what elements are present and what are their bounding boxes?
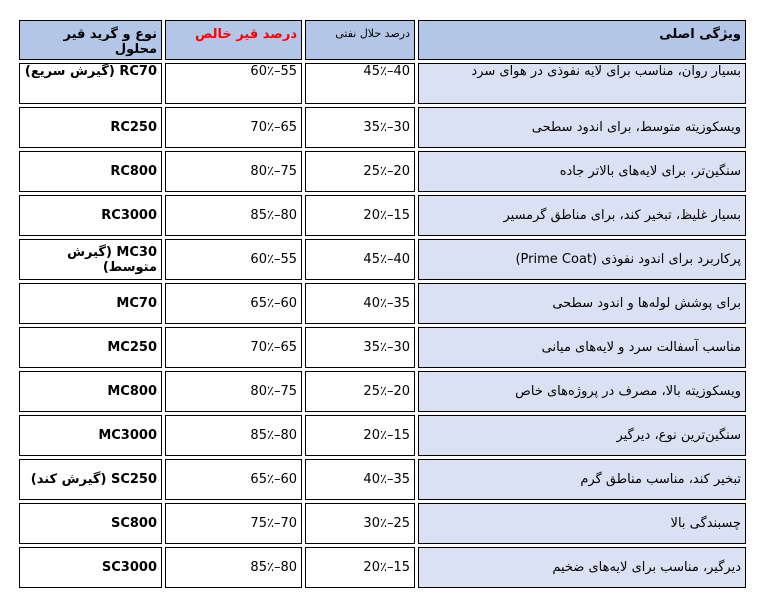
table-row [19, 459, 746, 500]
header-type: نوع و گرید قیر محلول [19, 20, 162, 60]
cell-type: MC30 (گیرش متوسط) [19, 239, 162, 280]
cell-type: MC250 [19, 327, 162, 368]
cell-type: SC250 (گیرش کند) [19, 459, 162, 500]
cell-bitumen: 75–80٪ [165, 371, 302, 412]
header-bitumen: درصد قیر خالص [165, 20, 302, 60]
table-row [19, 327, 746, 368]
cell-feature: چسبندگی بالا [418, 503, 746, 544]
cell-solvent: 35–40٪ [305, 283, 415, 324]
cell-bitumen: 60–65٪ [165, 459, 302, 500]
table-row [19, 107, 746, 148]
cell-bitumen: 80–85٪ [165, 547, 302, 588]
cell-solvent: 30–35٪ [305, 327, 415, 368]
cell-type: RC800 [19, 151, 162, 192]
cell-solvent: 30–35٪ [305, 107, 415, 148]
cell-type: RC250 [19, 107, 162, 148]
bitumen-grades-table [16, 17, 749, 591]
cell-solvent: 15–20٪ [305, 195, 415, 236]
header-solvent: درصد حلال نفتی [305, 20, 415, 60]
cell-feature: ویسکوزیته متوسط، برای اندود سطحی [418, 107, 746, 148]
cell-solvent: 40–45٪ [305, 239, 415, 280]
table-row [19, 195, 746, 236]
cell-solvent: 15–20٪ [305, 547, 415, 588]
table-row [19, 415, 746, 456]
cell-bitumen: 75–80٪ [165, 151, 302, 192]
cell-solvent: 20–25٪ [305, 371, 415, 412]
table-row [19, 151, 746, 192]
cell-feature: بسیار غلیظ، تبخیر کند، برای مناطق گرمسیر [418, 195, 746, 236]
cell-solvent: 25–30٪ [305, 503, 415, 544]
cell-feature: سنگین‌تر، برای لایه‌های بالاتر جاده [418, 151, 746, 192]
cell-type: RC3000 [19, 195, 162, 236]
cell-bitumen: 70–75٪ [165, 503, 302, 544]
cell-solvent: 35–40٪ [305, 459, 415, 500]
cell-solvent: 40–45٪ [305, 63, 415, 104]
cell-bitumen: 80–85٪ [165, 195, 302, 236]
table-row [19, 371, 746, 412]
header-row [19, 20, 746, 60]
cell-bitumen: 55–60٪ [165, 63, 302, 104]
cell-type: SC3000 [19, 547, 162, 588]
header-feature: ویژگی اصلی [418, 20, 746, 60]
cell-type: MC70 [19, 283, 162, 324]
table-row [19, 63, 746, 104]
cell-feature: پرکاربرد برای اندود نفوذی (Prime Coat) [418, 239, 746, 280]
table-row [19, 503, 746, 544]
cell-solvent: 20–25٪ [305, 151, 415, 192]
cell-feature: مناسب آسفالت سرد و لایه‌های میانی [418, 327, 746, 368]
table-body [19, 63, 746, 588]
cell-bitumen: 65–70٪ [165, 107, 302, 148]
table-row [19, 547, 746, 588]
cell-feature: بسیار روان، مناسب برای لایه نفوذی در هوای سرد [418, 63, 746, 104]
cell-bitumen: 60–65٪ [165, 283, 302, 324]
cell-bitumen: 65–70٪ [165, 327, 302, 368]
cell-bitumen: 55–60٪ [165, 239, 302, 280]
table-row [19, 239, 746, 280]
cell-type: MC3000 [19, 415, 162, 456]
cell-feature: ویسکوزیته بالا، مصرف در پروژه‌های خاص [418, 371, 746, 412]
cell-type: SC800 [19, 503, 162, 544]
cell-feature: برای پوشش لوله‌ها و اندود سطحی [418, 283, 746, 324]
cell-type: MC800 [19, 371, 162, 412]
cell-feature: تبخیر کند، مناسب مناطق گرم [418, 459, 746, 500]
cell-feature: سنگین‌ترین نوع، دیرگیر [418, 415, 746, 456]
table-row [19, 283, 746, 324]
cell-feature: دیرگیر، مناسب برای لایه‌های ضخیم [418, 547, 746, 588]
cell-type: RC70 (گیرش سریع) [19, 63, 162, 104]
cell-bitumen: 80–85٪ [165, 415, 302, 456]
cell-solvent: 15–20٪ [305, 415, 415, 456]
